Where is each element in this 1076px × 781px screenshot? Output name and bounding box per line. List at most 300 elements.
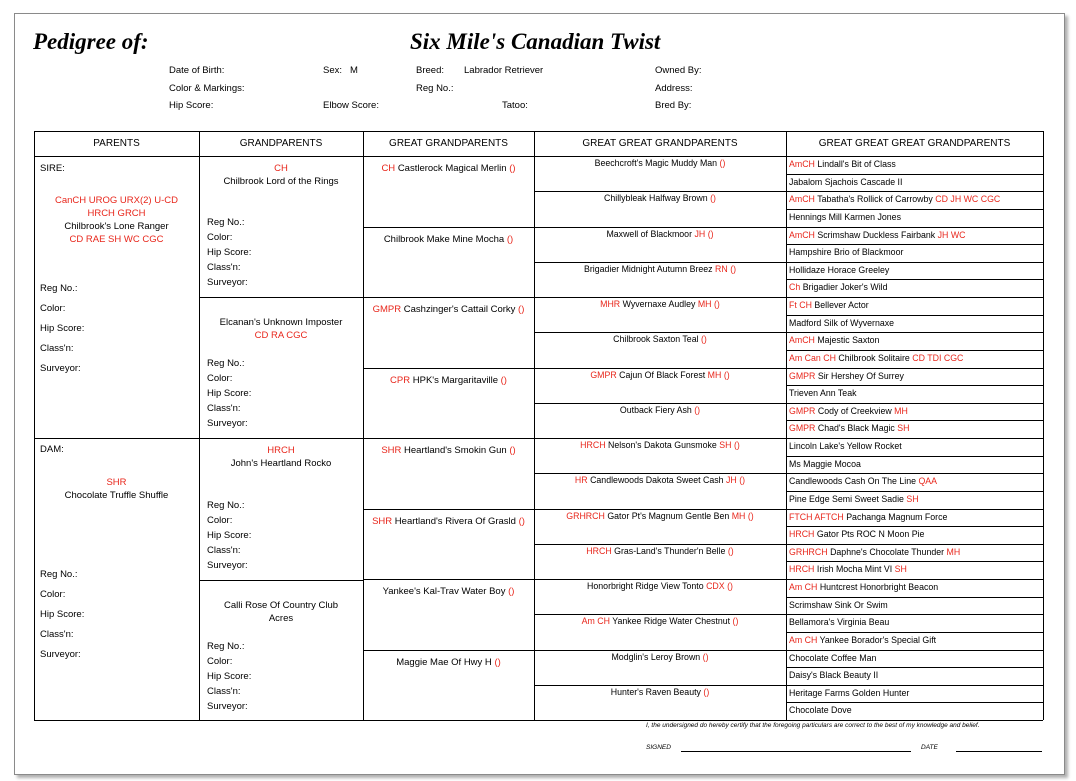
gggg-entry [789, 653, 876, 663]
gp-3-color-label: Color: [207, 515, 233, 526]
gggg-divider-18 [786, 473, 1043, 474]
gggg-divider-3 [786, 209, 1043, 210]
gggg-12-post-title: CD TDI CGC [912, 352, 964, 363]
gggg-12-title: Am Can CH [789, 352, 836, 363]
sire-label: SIRE: [40, 163, 65, 174]
gggg-divider-15 [786, 420, 1043, 421]
gggg-1-title: AmCH [789, 159, 815, 169]
dam-classn-label: Class'n: [40, 629, 74, 640]
gg-divider-6 [363, 579, 534, 580]
gggg-16-title: GMPR [789, 423, 816, 434]
gg-entry [367, 374, 530, 387]
gggg-5-name: Scrimshaw Duckless Fairbank [817, 229, 936, 240]
gggg-23-name: Daphne's Chocolate Thunder [830, 546, 945, 557]
header-ggg-grandparents: GREAT GREAT GREAT GRANDPARENTS [818, 138, 1011, 149]
gp-4-name: Calli Rose Of Country Club [223, 600, 339, 611]
col-divider-3 [534, 131, 535, 720]
ggg-entry [534, 546, 786, 556]
sex-label: Sex: [323, 65, 343, 76]
gg-2-name: Chilbrook Make Mine Mocha [383, 233, 505, 245]
gg-divider-3 [363, 368, 534, 369]
gggg-entry [789, 177, 902, 187]
ggg-entry [534, 334, 786, 344]
gggg-28-title: Am CH [789, 634, 818, 645]
gp-3-name: John's Heartland Rocko [230, 458, 332, 469]
gggg-20-name: Pine Edge Semi Sweet Sadie [789, 493, 904, 504]
gp-4-color-label: Color: [207, 656, 233, 667]
dog-name-title: Six Mile's Canadian Twist [410, 29, 661, 54]
gggg-3-title: AmCH [789, 194, 815, 205]
ggg-9-paren: () [733, 440, 740, 450]
gggg-divider-27 [786, 632, 1043, 633]
address-label: Address: [655, 83, 693, 94]
ggg-13-name: Honorbright Ridge View Tonto [587, 581, 704, 591]
parents-divider [34, 438, 199, 439]
gggg-8-name: Brigadier Joker's Wild [802, 282, 888, 293]
ggg-13-post-title: CDX [706, 581, 725, 591]
gggg-24-post-title: SH [894, 564, 907, 575]
ggg-12-name: Gras-Land's Thunder'n Belle [614, 545, 726, 556]
gg-1-name: Castlerock Magical Merlin [397, 163, 507, 174]
ggg-7-post-title: MH [707, 369, 722, 380]
gg-4-paren: () [500, 374, 507, 386]
ggg-1-paren: () [719, 158, 726, 168]
ggg-divider-7 [534, 403, 786, 404]
ggg-entry [534, 299, 786, 309]
date-label: DATE [921, 744, 938, 751]
gg-3-name: Cashzinger's Cattail Corky [403, 304, 516, 315]
breed-label: Breed: [416, 65, 444, 76]
gg-6-name: Heartland's Rivera Of Grasld [394, 515, 516, 527]
gp-3-surveyor-label: Surveyor: [207, 560, 248, 571]
gp-1-title: CH [274, 163, 288, 174]
gggg-5-title: AmCH [789, 229, 815, 240]
gggg-28-name: Yankee Borador's Special Gift [819, 634, 937, 645]
gggg-entry [789, 371, 904, 381]
ggg-10-name: Candlewoods Dakota Sweet Cash [590, 475, 724, 486]
gggg-entry [789, 476, 937, 486]
gggg-divider-22 [786, 544, 1043, 545]
header-parents: PARENTS [93, 138, 140, 149]
gggg-divider-26 [786, 614, 1043, 615]
ggg-entry [534, 229, 786, 239]
gggg-divider-7 [786, 279, 1043, 280]
gggg-divider-30 [786, 685, 1043, 686]
ggg-5-paren: () [714, 299, 720, 309]
header-divider [34, 156, 1043, 157]
ggg-10-title: HR [574, 475, 588, 486]
ggg-9-title: HRCH [580, 440, 606, 450]
gggg-4-name: Hennings Mill Karmen Jones [789, 211, 901, 222]
ggg-8-name: Outback Fiery Ash [619, 404, 692, 415]
gp-2-classn-label: Class'n: [207, 403, 241, 414]
gggg-1-name: Lindall's Bit of Class [817, 159, 896, 169]
gg-divider-5 [363, 509, 534, 510]
gggg-divider-13 [786, 385, 1043, 386]
ggg-divider-3 [534, 262, 786, 263]
gggg-divider-24 [786, 579, 1043, 580]
gggg-divider-10 [786, 332, 1043, 333]
gggg-divider-20 [786, 509, 1043, 510]
sire-titles-2: HRCH GRCH [87, 208, 146, 219]
gp-4-reg-no-label: Reg No.: [207, 641, 245, 652]
ggg-divider-1 [534, 191, 786, 192]
ggg-entry [534, 687, 786, 697]
gp-2-color-label: Color: [207, 373, 233, 384]
gggg-5-post-title: JH WC [937, 229, 966, 240]
gggg-divider-6 [786, 262, 1043, 263]
ggg-3-post-title: JH [694, 228, 706, 239]
ggg-divider-12 [534, 579, 786, 580]
gggg-entry [789, 423, 910, 433]
col-divider-2 [363, 131, 364, 720]
dam-hip-score-label: Hip Score: [40, 609, 85, 620]
certification-text: I, the undersigned do hereby certify that the foregoing particulars are correct to the best of my knowledge and belief. [646, 722, 980, 729]
gggg-entry [789, 494, 919, 504]
gggg-21-title: FTCH AFTCH [789, 511, 844, 522]
gggg-20-post-title: SH [906, 493, 919, 504]
breed-value: Labrador Retriever [464, 65, 544, 76]
gg-2-paren: () [506, 233, 514, 245]
gggg-entry [789, 300, 869, 310]
gggg-entry [789, 564, 907, 574]
ggg-entry [534, 511, 786, 521]
gggg-23-post-title: MH [946, 546, 961, 557]
gg-divider-2 [363, 297, 534, 298]
elbow-score-label: Elbow Score: [323, 100, 379, 111]
gg-8-name: Maggie Mae Of Hwy H [396, 656, 492, 668]
dam-label: DAM: [40, 444, 64, 455]
gp-2-name: Elcanan's Unknown Imposter [219, 317, 343, 328]
header-great-grandparents: GREAT GRANDPARENTS [389, 138, 508, 149]
gggg-divider-11 [786, 350, 1043, 351]
gggg-16-post-title: SH [897, 423, 910, 434]
gggg-22-name: Gator Pts ROC N Moon Pie [816, 529, 925, 540]
gggg-7-name: Hollidaze Horace Greeley [789, 264, 890, 275]
ggg-14-title: Am CH [581, 616, 610, 627]
header-grandparents: GRANDPARENTS [239, 138, 323, 149]
pedigree-grid [34, 131, 1043, 720]
ggg-7-paren: () [723, 369, 730, 380]
gggg-divider-9 [786, 315, 1043, 316]
signature-line[interactable] [681, 751, 911, 752]
gggg-22-title: HRCH [789, 529, 815, 540]
color-markings-label: Color & Markings: [169, 83, 245, 94]
gg-entry [367, 162, 530, 175]
ggg-10-post-title: JH [726, 475, 737, 486]
ggg-entry [534, 652, 786, 662]
ggg-3-name: Maxwell of Blackmoor [606, 228, 693, 239]
gggg-entry [789, 705, 852, 715]
gg-5-name: Heartland's Smokin Gun [404, 445, 507, 456]
ggg-divider-9 [534, 473, 786, 474]
dam-title: SHR [106, 477, 127, 488]
gg-3-paren: () [518, 304, 525, 315]
gggg-entry [789, 282, 888, 292]
gp-divider-1 [199, 297, 363, 298]
sire-titles-1: CanCH UROG URX(2) U-CD [55, 195, 178, 206]
gggg-entry [789, 159, 896, 169]
date-line[interactable] [956, 751, 1042, 752]
gg-entry [367, 515, 530, 528]
sire-titles-3: CD RAE SH WC CGC [69, 234, 164, 245]
ggg-14-paren: () [732, 616, 739, 627]
gp-3-reg-no-label: Reg No.: [207, 500, 245, 511]
gp-2-reg-no-label: Reg No.: [207, 358, 245, 369]
ggg-7-title: GMPR [590, 369, 617, 380]
gggg-entry [789, 406, 908, 416]
gggg-entry [789, 441, 902, 451]
gggg-divider-2 [786, 191, 1043, 192]
gggg-9-name: Bellever Actor [814, 300, 869, 310]
ggg-9-name: Nelson's Dakota Gunsmoke [608, 440, 717, 450]
gggg-9-title: Ft CH [789, 300, 812, 310]
gggg-divider-1 [786, 174, 1043, 175]
gggg-27-name: Bellamora's Virginia Beau [789, 617, 890, 628]
ggg-divider-2 [534, 227, 786, 228]
gggg-entry [789, 582, 938, 592]
gggg-15-post-title: MH [894, 405, 908, 416]
ggg-6-name: Chilbrook Saxton Teal [613, 334, 699, 345]
grid-bottom-border [34, 720, 1043, 721]
gggg-divider-8 [786, 297, 1043, 298]
gggg-8-title: Ch [789, 282, 801, 293]
bred-by-label: Bred By: [655, 100, 692, 111]
gggg-entry [789, 318, 894, 328]
gp-3-title: HRCH [267, 445, 295, 456]
gg-8-paren: () [494, 656, 501, 668]
ggg-9-post-title: SH [719, 440, 732, 450]
ggg-16-paren: () [703, 686, 710, 697]
ggg-13-paren: () [727, 581, 733, 591]
ggg-divider-4 [534, 297, 786, 298]
ggg-1-name: Beechcroft's Magic Muddy Man [594, 158, 718, 168]
gg-1-paren: () [509, 163, 516, 174]
gggg-29-name: Chocolate Coffee Man [789, 652, 877, 663]
gggg-entry [789, 600, 888, 610]
ggg-7-name: Cajun Of Black Forest [619, 369, 706, 380]
ggg-entry [534, 370, 786, 380]
gp-4-surveyor-label: Surveyor: [207, 701, 248, 712]
gg-divider-7 [363, 650, 534, 651]
col-divider-1 [199, 131, 200, 720]
ggg-divider-14 [534, 650, 786, 651]
gggg-24-name: Irish Mocha Mint VI [816, 564, 893, 575]
ggg-divider-10 [534, 509, 786, 510]
gggg-16-name: Chad's Black Magic [817, 423, 895, 434]
gg-5-paren: () [509, 445, 516, 456]
gggg-entry [789, 512, 947, 522]
gp-2-title: CD RA CGC [254, 330, 308, 341]
gggg-18-name: Ms Maggie Mocoa [789, 458, 861, 469]
gggg-13-name: Sir Hershey Of Surrey [817, 370, 904, 381]
grid-right-border [1043, 131, 1044, 720]
ggg-entry [534, 581, 786, 591]
gp-1-surveyor-label: Surveyor: [207, 277, 248, 288]
gp-1-color-label: Color: [207, 232, 233, 243]
gggg-21-name: Pachanga Magnum Force [846, 511, 948, 522]
gggg-13-title: GMPR [789, 370, 816, 381]
ggg-entry [534, 193, 786, 203]
gp-2-hip-score-label: Hip Score: [207, 388, 252, 399]
gggg-entry [789, 670, 878, 680]
ggg-4-post-title: RN [715, 263, 728, 274]
gggg-24-title: HRCH [789, 564, 815, 575]
gggg-30-name: Daisy's Black Beauty II [789, 670, 879, 681]
gggg-26-name: Scrimshaw Sink Or Swim [789, 599, 888, 610]
sire-name: Chilbrook's Lone Ranger [64, 221, 169, 232]
gggg-14-name: Trieven Ann Teak [789, 388, 857, 399]
gggg-19-post-title: QAA [918, 476, 938, 487]
hip-score-label: Hip Score: [169, 100, 214, 111]
gp-1-reg-no-label: Reg No.: [207, 217, 245, 228]
tatoo-label: Tatoo: [502, 100, 528, 111]
ggg-4-name: Brigadier Midnight Autumn Breez [583, 263, 713, 274]
gggg-23-title: GRHRCH [789, 546, 828, 557]
gg-4-name: HPK's Margaritaville [412, 374, 498, 386]
gp-4-hip-score-label: Hip Score: [207, 671, 252, 682]
ggg-entry [534, 440, 786, 450]
gggg-entry [789, 547, 960, 557]
gggg-divider-21 [786, 526, 1043, 527]
gggg-entry [789, 459, 861, 469]
gggg-32-name: Chocolate Dove [789, 705, 852, 716]
gggg-17-name: Lincoln Lake's Yellow Rocket [789, 441, 902, 451]
gg-3-title: GMPR [372, 304, 402, 315]
gg-1-title: CH [381, 163, 396, 174]
ggg-16-name: Hunter's Raven Beauty [610, 686, 701, 697]
gggg-11-title: AmCH [789, 335, 815, 346]
gggg-divider-4 [786, 227, 1043, 228]
gp-3-hip-score-label: Hip Score: [207, 530, 252, 541]
gggg-divider-19 [786, 491, 1043, 492]
gg-entry [367, 233, 530, 246]
gp-1-hip-score-label: Hip Score: [207, 247, 252, 258]
gp-3-classn-label: Class'n: [207, 545, 241, 556]
gp-4-classn-label: Class'n: [207, 686, 241, 697]
gggg-entry [789, 247, 903, 257]
ggg-15-paren: () [702, 651, 709, 662]
gggg-3-name: Tabatha's Rollick of Carrowby [817, 194, 933, 205]
gggg-25-name: Huntcrest Honorbright Beacon [819, 582, 939, 592]
gggg-entry [789, 230, 966, 240]
ggg-12-title: HRCH [586, 545, 612, 556]
gggg-divider-31 [786, 702, 1043, 703]
ggg-10-paren: () [739, 475, 746, 486]
gggg-entry [789, 688, 909, 698]
gggg-2-name: Jabalom Sjachois Cascade II [789, 176, 903, 187]
gggg-divider-29 [786, 667, 1043, 668]
gggg-entry [789, 353, 963, 363]
gg-7-paren: () [508, 586, 515, 597]
ggg-divider-15 [534, 685, 786, 686]
gggg-divider-5 [786, 244, 1043, 245]
gggg-entry [789, 388, 856, 398]
gggg-entry [789, 265, 889, 275]
ggg-entry [534, 475, 786, 485]
gggg-entry [789, 212, 901, 222]
gggg-divider-25 [786, 597, 1043, 598]
gggg-entry [789, 617, 889, 627]
ggg-divider-13 [534, 614, 786, 615]
dam-reg-no-label: Reg No.: [40, 569, 78, 580]
reg-no-label: Reg No.: [416, 83, 454, 94]
gg-7-name: Yankee's Kal-Trav Water Boy [382, 586, 506, 597]
sire-surveyor-label: Surveyor: [40, 363, 81, 374]
gp-1-classn-label: Class'n: [207, 262, 241, 273]
gg-6-paren: () [518, 515, 525, 527]
ggg-divider-5 [534, 332, 786, 333]
gggg-11-name: Majestic Saxton [817, 335, 880, 346]
sire-hip-score-label: Hip Score: [40, 323, 85, 334]
ggg-5-post-title: MH [697, 299, 712, 309]
gggg-19-name: Candlewoods Cash On The Line [789, 476, 916, 487]
gp-divider-2 [199, 438, 363, 439]
ggg-divider-11 [534, 544, 786, 545]
ggg-entry [534, 616, 786, 626]
ggg-11-post-title: MH [731, 510, 746, 521]
ggg-11-name: Gator Pt's Magnum Gentle Ben [607, 510, 730, 521]
gggg-25-title: Am CH [789, 582, 818, 592]
sire-classn-label: Class'n: [40, 343, 74, 354]
gggg-entry [789, 635, 936, 645]
ggg-divider-6 [534, 368, 786, 369]
gg-entry [367, 444, 530, 457]
gggg-15-name: Cody of Creekview [817, 405, 892, 416]
dam-name: Chocolate Truffle Shuffle [64, 490, 169, 501]
gggg-divider-28 [786, 650, 1043, 651]
ggg-3-paren: () [707, 228, 714, 239]
ggg-5-name: Wyvernaxe Audley [622, 299, 696, 309]
gggg-15-title: GMPR [789, 405, 816, 416]
sex-value: M [350, 65, 358, 76]
ggg-11-paren: () [747, 510, 754, 521]
sire-reg-no-label: Reg No.: [40, 283, 78, 294]
pedigree-of-label: Pedigree of: [33, 29, 149, 54]
gp-4-name-line2: Acres [268, 613, 294, 624]
gggg-divider-12 [786, 368, 1043, 369]
gg-6-title: SHR [372, 515, 393, 527]
date-of-birth-label: Date of Birth: [169, 65, 225, 76]
ggg-entry [534, 264, 786, 274]
ggg-entry [534, 158, 786, 168]
owned-by-label: Owned By: [655, 65, 702, 76]
gggg-divider-23 [786, 561, 1043, 562]
ggg-5-title: MHR [600, 299, 621, 309]
signed-label: SIGNED [646, 744, 671, 751]
ggg-15-name: Modglin's Leroy Brown [611, 651, 701, 662]
gggg-divider-17 [786, 456, 1043, 457]
gg-5-title: SHR [381, 445, 402, 456]
sire-color-label: Color: [40, 303, 66, 314]
gggg-10-name: Madford Silk of Wyvernaxe [789, 317, 895, 328]
gg-entry [367, 585, 530, 598]
gggg-12-name: Chilbrook Solitaire [838, 352, 910, 363]
gggg-divider-14 [786, 403, 1043, 404]
gggg-entry [789, 335, 879, 345]
gggg-entry [789, 194, 1000, 204]
gp-divider-3 [199, 580, 363, 581]
header-gg-grandparents: GREAT GREAT GRANDPARENTS [582, 138, 738, 149]
dam-color-label: Color: [40, 589, 66, 600]
gp-2-surveyor-label: Surveyor: [207, 418, 248, 429]
gggg-3-post-title: CD JH WC CGC [935, 194, 1001, 205]
ggg-11-title: GRHRCH [566, 510, 605, 521]
gggg-6-name: Hampshire Brio of Blackmoor [789, 247, 904, 258]
gg-4-title: CPR [390, 374, 411, 386]
gg-entry [367, 656, 530, 669]
gg-divider-4 [363, 438, 534, 439]
